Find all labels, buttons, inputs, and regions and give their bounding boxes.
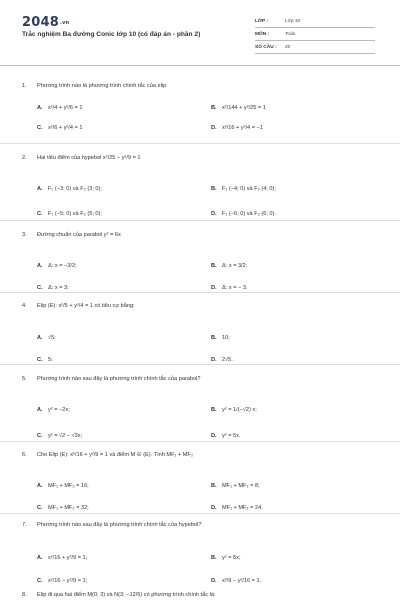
question-text: Đường chuẩn của parabol y² = 6x xyxy=(37,231,121,238)
option-label: D. xyxy=(211,210,217,217)
option-b[interactable] xyxy=(211,103,266,112)
option-text: y² = √2 − √3x; xyxy=(48,432,83,439)
question-divider xyxy=(0,220,400,221)
question-4 xyxy=(22,301,382,363)
question-text: Elip (E): x²/5 + y²/4 = 1 có tiêu cự bằng: xyxy=(37,302,135,309)
option-label: A. xyxy=(37,334,43,341)
option-d[interactable] xyxy=(211,209,276,218)
option-text: x²/16 + y²/9 = 1; xyxy=(48,554,88,561)
meta-label: SỐ CÂU : xyxy=(255,44,277,50)
question-divider xyxy=(0,143,400,144)
option-c[interactable] xyxy=(37,503,89,512)
option-d[interactable] xyxy=(211,431,241,440)
option-label: A. xyxy=(37,554,43,561)
option-text: y² = 1/(−√2) x; xyxy=(222,406,257,413)
option-d[interactable] xyxy=(211,283,248,292)
option-label: B. xyxy=(211,185,217,192)
option-text: x²/4 + y²/6 = 1 xyxy=(48,104,83,111)
option-c[interactable] xyxy=(37,576,87,585)
option-label: C. xyxy=(37,284,43,291)
option-text: x²/16 + y²/4 = −1 xyxy=(222,124,263,131)
meta-panel xyxy=(255,15,375,54)
question-number: 5. xyxy=(22,375,27,382)
question-5 xyxy=(22,374,382,439)
option-text: 2√5. xyxy=(222,356,233,363)
question-text: Cho Elip (E): x²/16 + y²/9 = 1 và điểm M ∈ (E). Tính MF₁ + MF₂ xyxy=(37,451,194,458)
option-b[interactable] xyxy=(211,405,257,414)
option-label: D. xyxy=(211,284,217,291)
option-label: A. xyxy=(37,482,43,489)
question-text: Phương trình nào là phương trình chính tắc của elip xyxy=(37,82,167,89)
option-a[interactable] xyxy=(37,553,87,562)
option-c[interactable] xyxy=(37,283,69,292)
option-text: Δ: x = − 3. xyxy=(222,284,248,291)
question-7 xyxy=(22,520,382,584)
option-label: C. xyxy=(37,356,43,363)
header-divider xyxy=(0,65,400,66)
option-text: MF₁ + MF₂ = 16; xyxy=(48,482,89,489)
meta-row-count xyxy=(255,41,375,54)
question-1 xyxy=(22,81,382,131)
option-text: y² = 5x. xyxy=(222,432,241,439)
question-text: Hai tiêu điểm của hypebol x²/25 − y²/9 = 1 xyxy=(37,154,141,161)
option-a[interactable] xyxy=(37,103,83,112)
option-text: x²/6 + y²/4 = 1 xyxy=(48,124,83,131)
page-title: Trắc nghiệm Ba đường Conic lớp 10 (có đáp án - phần 2) xyxy=(22,31,201,38)
option-c[interactable] xyxy=(37,355,53,364)
meta-row-subject xyxy=(255,28,375,41)
question-number: 8. xyxy=(22,591,27,598)
question-number: 3. xyxy=(22,231,27,238)
question-number: 6. xyxy=(22,451,27,458)
option-label: D. xyxy=(211,124,217,131)
question-number: 1. xyxy=(22,82,27,89)
question-text: Phương trình nào sau đây là phương trình chính tắc của parabol? xyxy=(37,375,201,382)
option-label: B. xyxy=(211,406,217,413)
logo-text: 2048 xyxy=(22,15,59,30)
option-c[interactable] xyxy=(37,431,82,440)
option-text: F₁ (−4; 0) và F₂ (4; 0); xyxy=(222,185,276,192)
option-text: F₁ (−3; 0) và F₂ (3; 0); xyxy=(48,185,102,192)
question-divider xyxy=(0,364,400,365)
meta-row-class xyxy=(255,15,375,28)
meta-value: Toán xyxy=(285,31,296,37)
option-label: B. xyxy=(211,482,217,489)
option-a[interactable] xyxy=(37,184,102,193)
question-number: 7. xyxy=(22,521,27,528)
option-label: B. xyxy=(211,554,217,561)
meta-label: LỚP : xyxy=(255,18,269,24)
question-2 xyxy=(22,153,382,217)
option-c[interactable] xyxy=(37,209,102,218)
meta-label: MÔN : xyxy=(255,31,270,37)
option-label: C. xyxy=(37,432,43,439)
option-d[interactable] xyxy=(211,355,233,364)
question-number: 2. xyxy=(22,154,27,161)
option-label: C. xyxy=(37,124,43,131)
option-a[interactable] xyxy=(37,481,89,490)
option-label: D. xyxy=(211,504,217,511)
option-label: B. xyxy=(211,334,217,341)
option-d[interactable] xyxy=(211,576,261,585)
option-label: B. xyxy=(211,262,217,269)
logo-suffix: .vn xyxy=(59,19,70,26)
site-logo[interactable] xyxy=(22,15,69,30)
option-b[interactable] xyxy=(211,481,260,490)
question-text: Elip đi qua hai điểm M(0; 3) và N(3; −12/5) có phương trình chính tắc là: xyxy=(37,591,216,598)
option-text: √5; xyxy=(48,334,56,341)
option-label: D. xyxy=(211,577,217,584)
option-a[interactable] xyxy=(37,261,77,270)
option-b[interactable] xyxy=(211,261,247,270)
option-text: Δ: x = 3; xyxy=(48,284,69,291)
option-b[interactable] xyxy=(211,184,276,193)
question-divider xyxy=(0,292,400,293)
question-6 xyxy=(22,450,382,511)
option-a[interactable] xyxy=(37,333,56,342)
option-label: C. xyxy=(37,504,43,511)
meta-value: Lớp 10 xyxy=(285,18,301,24)
option-d[interactable] xyxy=(211,123,263,132)
option-c[interactable] xyxy=(37,123,83,132)
option-label: A. xyxy=(37,185,43,192)
option-text: y² = −2x; xyxy=(48,406,70,413)
option-text: F₁ (−5; 0) và F₂ (5; 0); xyxy=(48,210,102,217)
option-text: Δ: x = 3/2; xyxy=(222,262,248,269)
option-text: 5; xyxy=(48,356,53,363)
option-text: MF₁ + MF₂ = 24. xyxy=(222,504,263,511)
option-label: D. xyxy=(211,432,217,439)
option-label: C. xyxy=(37,210,43,217)
option-b[interactable] xyxy=(211,333,230,342)
option-label: B. xyxy=(211,104,217,111)
option-text: 10; xyxy=(222,334,230,341)
option-d[interactable] xyxy=(211,503,263,512)
option-text: x²/144 + y²/25 = 1 xyxy=(222,104,266,111)
option-text: x²/9 − y²/16 = 1. xyxy=(222,577,262,584)
question-number: 4. xyxy=(22,302,27,309)
option-text: x²/16 − y²/9 = 1; xyxy=(48,577,88,584)
option-a[interactable] xyxy=(37,405,70,414)
question-8 xyxy=(22,590,382,599)
question-divider xyxy=(0,441,400,442)
option-label: A. xyxy=(37,406,43,413)
option-label: A. xyxy=(37,262,43,269)
meta-value: 20 xyxy=(285,44,291,50)
option-text: Δ: x = −3/2; xyxy=(48,262,77,269)
option-text: MF₁ + MF₂ = 32; xyxy=(48,504,89,511)
option-label: A. xyxy=(37,104,43,111)
question-divider xyxy=(0,513,400,514)
option-label: D. xyxy=(211,356,217,363)
option-text: MF₁ + MF₂ = 8; xyxy=(222,482,260,489)
question-text: Phương trình nào sau đây là phương trình chính tắc của hypebol? xyxy=(37,521,202,528)
question-3 xyxy=(22,230,382,291)
option-text: y² = 5x; xyxy=(222,554,241,561)
option-b[interactable] xyxy=(211,553,241,562)
option-label: C. xyxy=(37,577,43,584)
option-text: F₁ (−6; 0) và F₂ (6; 0). xyxy=(222,210,276,217)
